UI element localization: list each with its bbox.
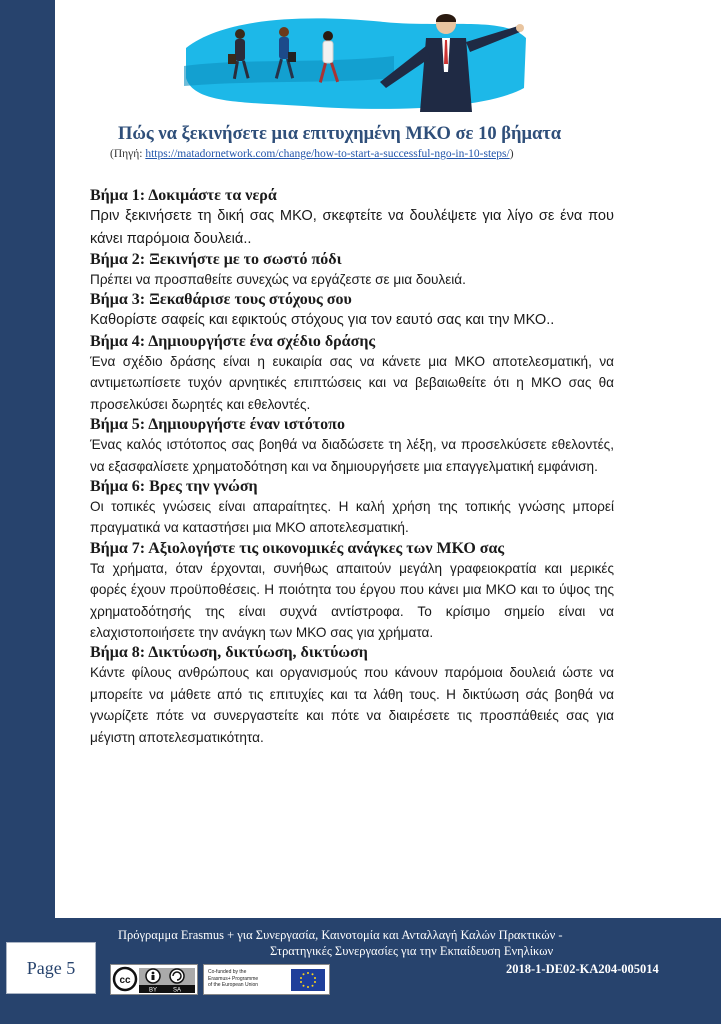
eu-cofunded-text	[208, 969, 258, 989]
share-alike-icon	[170, 969, 184, 983]
step-body: Πριν ξεκινήσετε τη δική σας ΜΚΟ, σκεφτείτε να δουλέψετε για λίγο σε ένα που κάνει παρόμοια δουλειά..	[90, 208, 614, 247]
eu-text-line: of the European Union	[208, 982, 259, 988]
step-heading: Βήμα 6: Βρες την γνώση	[90, 477, 258, 495]
eu-text-line: Co-funded by the	[208, 969, 247, 975]
business-people-illustration	[184, 8, 528, 112]
step-heading: Βήμα 5: Δημιουργήστε έναν ιστότοπο	[90, 416, 345, 434]
document-title: Πώς να ξεκινήσετε μια επιτυχημένη ΜΚΟ σε 10 βήματα	[118, 124, 562, 144]
source-suffix: )	[509, 148, 514, 160]
eu-cofunded-badge	[203, 964, 330, 995]
svg-text:cc: cc	[119, 975, 131, 986]
source-link[interactable]: https://matadornetwork.com/change/how-to-start-a-successful-ngo-in-10-steps/	[145, 148, 510, 160]
step-body: Ένα σχέδιο δράσης είναι η ευκαιρία σας να κάνετε μια ΜΚΟ αποτελεσματική, να αντιμετωπίσετε τυχόν αρνητικές επιπτώσεις και να βεβαιωθείτε ότι η ΜΚΟ σας θα προσελκύσει δωρητές και εθελοντές.	[90, 353, 614, 412]
step-body: Κάντε φίλους ανθρώπους και οργανισμούς που κάνουν παρόμοια δουλειά ώστε να μπορείτε να μάθετε από τις επιτυχίες και τα λάθη τους. Η δικτύωση σάς βοηθά να γνωρίζετε πότε να συνεργαστείτε και πότε να διαιρέσετε τις προσπάθειές σας για μέγιστη αποτελεσματικότητα.	[90, 665, 614, 745]
steps-list	[90, 186, 614, 748]
step-5	[90, 415, 614, 477]
cc-sa-label: SA	[172, 987, 182, 994]
cc-license-badge	[110, 964, 198, 995]
step-1	[90, 186, 614, 250]
footer-programme-line2: Στρατηγικές Συνεργασίες για την Εκπαίδευση Ενηλίκων	[270, 944, 554, 958]
step-heading: Βήμα 2: Ξεκινήστε με το σωστό πόδι	[90, 251, 342, 268]
step-heading: Βήμα 7: Αξιολογήστε τις οικονομικές ανάγκες των ΜΚΟ σας	[90, 539, 505, 557]
left-sidebar-bar	[0, 0, 55, 1024]
step-heading: Βήμα 8: Δικτύωση, δικτύωση, δικτύωση	[90, 644, 368, 662]
page-number: Page 5	[6, 942, 96, 994]
footer-programme-line1: Πρόγραμμα Erasmus + για Συνεργασία, Καινοτομία και Ανταλλαγή Καλών Πρακτικών -	[118, 928, 563, 942]
step-body: Τα χρήματα, όταν έρχονται, συνήθως απαιτούν μεγάλη γραφειοκρατία και μερικές φορές έχουν προϋποθέσεις. Η ποιότητα του έργου που κάνει μια ΜΚΟ και το ύψος της χρηματοδότησής της είναι συχνά αντίστροφα. Το κρίσιμο σημείο είναι να ελαχιστοποιήσετε την ανάγκη των ΜΚΟ σας για χρήματα.	[90, 560, 614, 640]
project-code: 2018-1-DE02-KA204-005014	[506, 962, 659, 976]
step-2	[90, 250, 614, 290]
eu-flag-icon	[291, 969, 325, 991]
step-6	[90, 477, 614, 539]
cc-by-label: BY	[148, 987, 158, 994]
step-7	[90, 539, 614, 644]
source-prefix: (Πηγή:	[110, 148, 146, 160]
step-body: Καθορίστε σαφείς και εφικτούς στόχους για τον εαυτό σας και την ΜΚΟ..	[90, 312, 555, 329]
step-3	[90, 290, 614, 332]
step-4	[90, 332, 614, 415]
step-heading: Βήμα 3: Ξεκαθάρισε τους στόχους σου	[90, 291, 352, 309]
step-heading: Βήμα 1: Δοκιμάστε τα νερά	[90, 187, 277, 204]
step-body: Οι τοπικές γνώσεις είναι απαραίτητες. Η καλή χρήση της τοπικής γνώσης μπορεί πραγματικά να καταστήσει μια ΜΚΟ αποτελεσματική.	[90, 498, 614, 536]
eu-text-line: Erasmus+ Programme	[208, 975, 259, 982]
step-heading: Βήμα 4: Δημιουργήστε ένα σχέδιο δράσης	[90, 332, 376, 350]
step-8	[90, 643, 614, 748]
source-citation	[110, 148, 670, 160]
step-body: Πρέπει να προσπαθείτε συνεχώς να εργάζεστε σε μια δουλειά.	[90, 272, 466, 287]
step-body: Ένας καλός ιστότοπος σας βοηθά να διαδώσετε τη λέξη, να προσελκύσετε εθελοντές, να εξασφαλίσετε χρηματοδότηση και να δημιουργήσετε μια επαγγελματική εμφάνιση.	[90, 437, 614, 474]
